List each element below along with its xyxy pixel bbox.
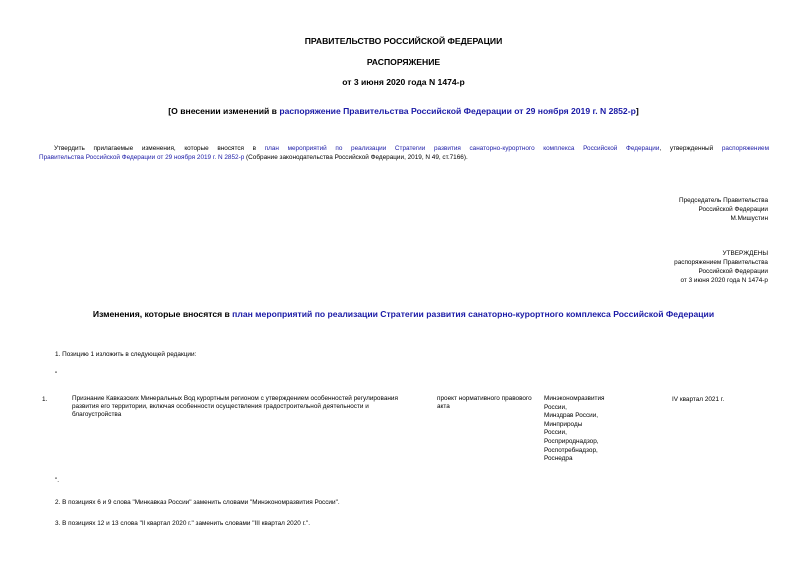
signature-name: М.Мишустин [730, 215, 768, 222]
quote-open: " [55, 371, 58, 378]
approval-block [568, 249, 768, 285]
body-line-1: Утвердить прилагаемые изменения, которые вносятся в план мероприятий по реализации Стратегии развития санаторно-курортного комплекса Российской Федерации, утвержденный распоряжением [54, 145, 769, 152]
order-link-part-2[interactable]: Правительства Российской Федерации от 29 ноября 2019 г. N 2852-р [39, 154, 245, 161]
body-line-2: Правительства Российской Федерации от 29 ноября 2019 г. N 2852-р (Собрание законодательства Российской Федерации, 2019, N 49, ст.7166). [39, 154, 468, 161]
body-paragraph [39, 144, 769, 162]
change-item-2: 2. В позициях 6 и 9 слова "Минкавказ России" заменить словами "Минэкономразвития России". [55, 499, 340, 506]
row-executors: Минэкономразвития России, Минздрав России, Минприроды России, Росприроднадзор, Роспотребнадзор, Роснедра [544, 395, 605, 463]
row-form: проект нормативного правового акта [437, 395, 532, 410]
approval-line-1: УТВЕРЖДЕНЫ [722, 250, 768, 257]
changes-plan-link[interactable]: план мероприятий по реализации Стратегии развития санаторно-курортного комплекса Российской Федерации [232, 309, 715, 319]
subject-open: [О внесении изменений в [168, 106, 280, 116]
change-item-1: 1. Позицию 1 изложить в следующей редакции: [55, 351, 197, 358]
subject-link[interactable]: распоряжение Правительства Российской Федерации от 29 ноября 2019 г. N 2852-р [279, 106, 636, 116]
approval-line-2: распоряжением Правительства [674, 259, 768, 266]
document-subject [0, 106, 807, 116]
changes-title: Изменения, которые вносятся в план мероприятий по реализации Стратегии развития санаторно-курортного комплекса Российской Федерации [92, 309, 715, 319]
approval-line-3: Российской Федерации [698, 268, 768, 275]
signature-block [568, 196, 768, 223]
approval-line-4: от 3 июня 2020 года N 1474-р [680, 277, 768, 284]
document-date-number: от 3 июня 2020 года N 1474-р [342, 77, 465, 87]
order-link-part-1[interactable]: распоряжением [721, 145, 769, 152]
row-description: Признание Кавказских Минеральных Вод курортным регионом с утверждением особенностей регулирования развития его территории, включая особенности осуществления градостроительной деятельности и благоустройства [72, 395, 398, 418]
government-title: ПРАВИТЕЛЬСТВО РОССИЙСКОЙ ФЕДЕРАЦИИ [304, 36, 503, 46]
signature-position-1: Председатель Правительства [679, 197, 768, 204]
signature-position-2: Российской Федерации [698, 206, 768, 213]
row-deadline: IV квартал 2021 г. [672, 396, 725, 403]
quote-close: ". [55, 477, 60, 484]
subject-close: ] [635, 106, 639, 116]
row-number: 1. [42, 396, 48, 403]
document-type: РАСПОРЯЖЕНИЕ [366, 57, 441, 67]
plan-link[interactable]: план мероприятий по реализации Стратегии развития санаторно-курортного комплекса Российской Федерации [264, 145, 660, 152]
change-item-3: 3. В позициях 12 и 13 слова "II квартал 2020 г." заменить словами "III квартал 2020 г.". [55, 520, 310, 527]
